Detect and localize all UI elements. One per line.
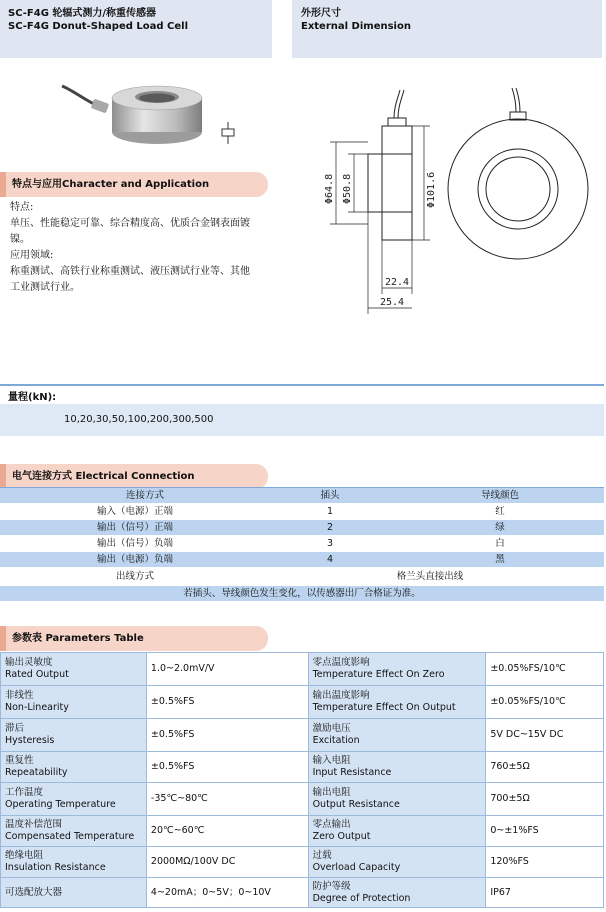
param-label-text: 绝缘电阻 bbox=[5, 850, 44, 861]
param-label bbox=[1, 719, 147, 752]
param-label-text: Repeatability bbox=[5, 767, 68, 778]
plug-cell: 1 bbox=[326, 506, 334, 517]
load-direction-icon bbox=[220, 122, 236, 144]
table-row bbox=[1, 878, 604, 908]
param-value bbox=[146, 816, 308, 847]
param-label-text: Zero Output bbox=[312, 831, 371, 842]
product-title-cn: SC-F4G 轮辐式测力/称重传感器 bbox=[8, 8, 157, 19]
param-label-text: Input Resistance bbox=[312, 767, 392, 778]
param-label-text: Excitation bbox=[312, 735, 360, 746]
param-label-text: 非线性 bbox=[5, 690, 34, 701]
features-line: 镍。 bbox=[10, 234, 30, 245]
table-row bbox=[0, 536, 604, 551]
param-label-text: 滞后 bbox=[5, 723, 25, 734]
param-label bbox=[308, 847, 486, 878]
param-value-text: 2000MΩ/100V DC bbox=[150, 856, 236, 867]
plug-cell: 3 bbox=[326, 538, 334, 549]
parameters-table bbox=[0, 652, 604, 908]
product-title-en: SC-F4G Donut-Shaped Load Cell bbox=[8, 21, 188, 32]
param-value-text: -35℃~80℃ bbox=[150, 793, 208, 804]
param-label bbox=[1, 653, 147, 686]
param-value-text: ±0.5%FS bbox=[150, 696, 195, 707]
color-cell: 红 bbox=[495, 506, 505, 517]
connection-cell: 输入（电源）正端 bbox=[96, 506, 173, 517]
param-label bbox=[308, 653, 486, 686]
params-title-bar bbox=[0, 626, 268, 651]
param-label-text: 输出温度影响 bbox=[312, 690, 370, 701]
cable-gland bbox=[91, 99, 109, 114]
param-label-text: Degree of Protection bbox=[312, 892, 411, 904]
param-value-text: ±0.05%FS/10℃ bbox=[490, 696, 566, 707]
param-value-text: 1.0~2.0mV/V bbox=[150, 663, 215, 674]
table-row bbox=[1, 719, 604, 752]
param-label bbox=[308, 719, 486, 752]
table-row bbox=[0, 520, 604, 535]
dim-d1: Φ64.8 bbox=[324, 173, 335, 204]
param-label-text: Hysteresis bbox=[5, 735, 55, 746]
range-divider bbox=[0, 384, 604, 386]
param-label bbox=[1, 752, 147, 783]
electrical-title: 电气连接方式 Electrical Connection bbox=[12, 471, 195, 482]
param-value bbox=[146, 783, 308, 816]
range-title: 量程(kN): bbox=[8, 392, 57, 403]
color-cell: 绿 bbox=[495, 522, 505, 533]
param-label-text: 输出电阻 bbox=[312, 787, 351, 798]
param-label-text: 工作温度 bbox=[5, 787, 44, 798]
connection-cell: 输出（信号）负端 bbox=[96, 538, 173, 549]
param-value bbox=[146, 719, 308, 752]
dimension-title-cn: 外形尺寸 bbox=[301, 8, 341, 19]
table-row bbox=[1, 847, 604, 878]
param-value-text: 4~20mA；0~5V；0~10V bbox=[150, 886, 271, 898]
param-label-text: 温度补偿范围 bbox=[5, 819, 63, 830]
table-row bbox=[1, 686, 604, 719]
param-value bbox=[486, 653, 604, 686]
electrical-note: 若插头、导线颜色发生变化，以传感器出厂合格证为准。 bbox=[183, 588, 421, 599]
params-title: 参数表 Parameters Table bbox=[12, 633, 144, 644]
param-value bbox=[486, 783, 604, 816]
features-line: 应用领域: bbox=[10, 250, 54, 261]
param-label-text: Output Resistance bbox=[312, 799, 400, 810]
param-value bbox=[146, 847, 308, 878]
table-row bbox=[1, 816, 604, 847]
param-label-text: Temperature Effect On Zero bbox=[312, 669, 445, 680]
header-wire-color: 导线颜色 bbox=[480, 490, 519, 501]
param-label bbox=[308, 878, 486, 908]
param-value bbox=[486, 752, 604, 783]
param-value bbox=[146, 878, 308, 908]
param-value-text: 760±5Ω bbox=[490, 761, 530, 772]
param-label bbox=[308, 783, 486, 816]
dimension-header bbox=[292, 0, 602, 58]
table-row bbox=[0, 552, 604, 567]
dim-d3: Φ101.6 bbox=[426, 171, 437, 208]
param-label bbox=[1, 847, 147, 878]
param-label-text: 零点输出 bbox=[312, 819, 351, 830]
product-photo bbox=[60, 76, 260, 156]
param-value bbox=[146, 686, 308, 719]
connection-cell: 输出（信号）正端 bbox=[96, 522, 173, 533]
param-value bbox=[486, 816, 604, 847]
param-label-text: Operating Temperature bbox=[5, 799, 116, 810]
front-view bbox=[448, 88, 588, 259]
features-line: 工业测试行业。 bbox=[10, 282, 80, 293]
dimension-drawing bbox=[310, 82, 602, 320]
param-label-text: 输入电阻 bbox=[312, 755, 351, 766]
param-label bbox=[308, 686, 486, 719]
plug-cell: 2 bbox=[326, 522, 334, 533]
param-value bbox=[146, 752, 308, 783]
cable bbox=[62, 86, 94, 104]
dim-d2: Φ50.8 bbox=[342, 173, 353, 204]
param-label-text: Compensated Temperature bbox=[5, 831, 135, 842]
param-label-text: 过载 bbox=[312, 850, 332, 861]
param-value-text: 5V DC~15V DC bbox=[490, 729, 564, 740]
param-value bbox=[486, 719, 604, 752]
param-value-text: 20℃~60℃ bbox=[150, 825, 205, 836]
param-label-text: Temperature Effect On Output bbox=[312, 702, 456, 713]
param-label-text: 防护等级 bbox=[312, 880, 351, 892]
param-label-text: Overload Capacity bbox=[312, 862, 401, 873]
features-title-bar bbox=[0, 172, 268, 197]
electrical-title-bar bbox=[0, 464, 268, 489]
color-cell: 白 bbox=[495, 538, 505, 549]
table-row bbox=[0, 504, 604, 519]
features-line: 特点: bbox=[10, 202, 34, 213]
product-header bbox=[0, 0, 272, 58]
features-title: 特点与应用Character and Application bbox=[12, 179, 210, 190]
dim-w1: 22.4 bbox=[385, 277, 410, 288]
param-label bbox=[308, 816, 486, 847]
param-label-text: 激励电压 bbox=[312, 723, 351, 734]
param-label-text: Rated Output bbox=[5, 669, 69, 680]
table-row bbox=[1, 783, 604, 816]
connection-cell: 输出（电源）负端 bbox=[96, 554, 173, 565]
features-text bbox=[10, 200, 250, 296]
features-line: 单压、性能稳定可靠、综合精度高、优质合金钢表面镀 bbox=[10, 218, 250, 229]
param-label bbox=[1, 816, 147, 847]
table-row bbox=[1, 653, 604, 686]
note-row bbox=[0, 586, 604, 601]
param-value-text: IP67 bbox=[490, 886, 511, 898]
param-value-text: ±0.5%FS bbox=[150, 761, 195, 772]
electrical-header-row bbox=[0, 488, 604, 503]
param-value-text: ±0.5%FS bbox=[150, 729, 195, 740]
features-line: 称重测试、高铁行业称重测试、液压测试行业等、其他 bbox=[10, 266, 250, 277]
outlet-value: 格兰头直接出线 bbox=[396, 571, 464, 582]
param-value bbox=[146, 653, 308, 686]
param-value bbox=[486, 847, 604, 878]
range-values: 10,20,30,50,100,200,300,500 bbox=[64, 414, 214, 425]
param-label bbox=[1, 878, 147, 908]
param-value bbox=[486, 686, 604, 719]
param-label-text: Non-Linearity bbox=[5, 702, 69, 713]
dimension-title-en: External Dimension bbox=[301, 21, 411, 32]
header-connection: 连接方式 bbox=[125, 490, 164, 501]
header-plug: 插头 bbox=[320, 490, 340, 501]
param-label-text: 可选配放大器 bbox=[5, 886, 63, 898]
param-value-text: 700±5Ω bbox=[490, 793, 530, 804]
plug-cell: 4 bbox=[326, 554, 334, 565]
table-row bbox=[1, 752, 604, 783]
range-box bbox=[0, 404, 604, 436]
param-label-text: Insulation Resistance bbox=[5, 862, 106, 873]
param-value bbox=[486, 878, 604, 908]
outlet-row bbox=[0, 569, 604, 584]
param-label bbox=[1, 686, 147, 719]
color-cell: 黑 bbox=[495, 554, 505, 565]
dim-w2: 25.4 bbox=[380, 297, 405, 308]
side-view bbox=[368, 90, 412, 240]
param-value-text: 120%FS bbox=[490, 856, 529, 867]
param-label bbox=[308, 752, 486, 783]
param-label-text: 重复性 bbox=[5, 755, 34, 766]
param-label-text: 输出灵敏度 bbox=[5, 657, 53, 668]
param-label-text: 零点温度影响 bbox=[312, 657, 370, 668]
outlet-label: 出线方式 bbox=[115, 571, 154, 582]
param-value-text: ±0.05%FS/10℃ bbox=[490, 663, 566, 674]
param-label bbox=[1, 783, 147, 816]
param-value-text: 0~±1%FS bbox=[490, 825, 539, 836]
